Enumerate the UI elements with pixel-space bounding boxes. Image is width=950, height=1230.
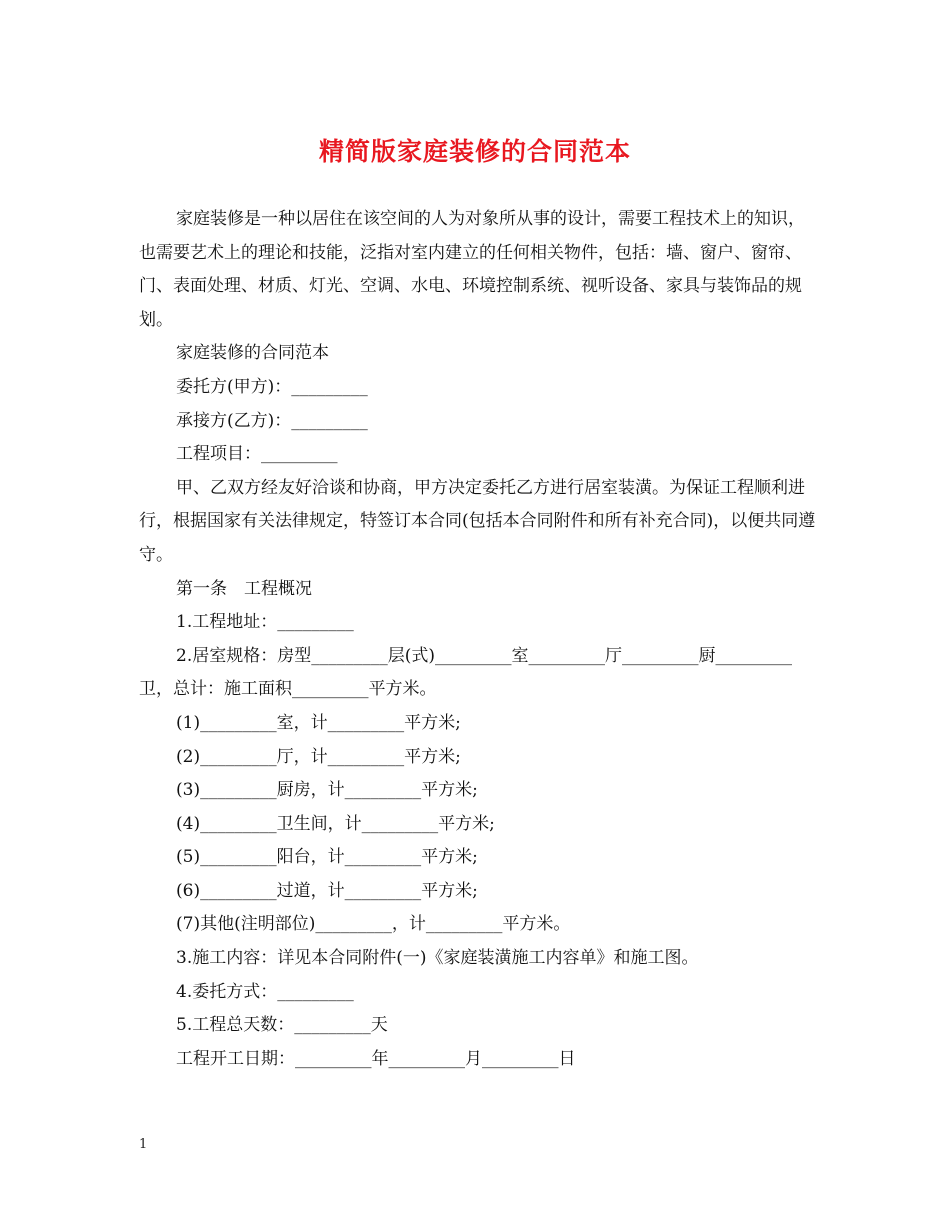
preamble-paragraph: 甲、乙双方经友好洽谈和协商，甲方决定委托乙方进行居室装潢。为保证工程顺利进行，根据国家有关法律规定，特签订本合同(包括本合同附件和所有补充合同)，以便共同遵守。 [139,477,816,565]
sub-item-4: (4)_________卫生间，计_________平方米; [176,813,495,834]
intro-paragraph: 家庭装修是一种以居住在该空间的人为对象所从事的设计，需要工程技术上的知识，也需要艺术上的理论和技能，泛指对室内建立的任何相关物件，包括：墙、窗户、窗帘、门、表面处理、材质、灯光、空调、水电、环境控制系统、视听设备、家具与装饰品的规划。 [139,209,805,330]
sub-item-3: (3)_________厨房，计_________平方米; [176,780,478,801]
document-body [139,203,819,1076]
page-number: 1 [139,1137,148,1152]
item-1-address: 1.工程地址：_________ [176,612,354,633]
party-b-line: 承接方(乙方)：_________ [176,410,368,431]
project-line: 工程项目：_________ [176,444,338,465]
sub-item-6: (6)_________过道，计_________平方米; [176,880,478,901]
contract-subtitle: 家庭装修的合同范本 [176,343,329,364]
start-date-line: 工程开工日期：_________年_________月_________日 [176,1048,576,1069]
item-5-total-days: 5.工程总天数：_________天 [176,1015,388,1036]
sub-item-7: (7)其他(注明部位)_________，计_________平方米。 [176,914,571,935]
sub-item-5: (5)_________阳台，计_________平方米; [176,847,478,868]
document-title: 精简版家庭装修的合同范本 [318,137,631,166]
item-4-method: 4.委托方式：_________ [176,981,354,1002]
article-1-heading: 第一条 工程概况 [176,578,312,599]
item-3-content: 3.施工内容：详见本合同附件(一)《家庭装潢施工内容单》和施工图。 [176,948,699,969]
party-a-line: 委托方(甲方)：_________ [176,376,368,397]
item-2-specification: 2.居室规格：房型_________层(式)_________室_________厅_________厨_________卫，总计：施工面积_________平方米。 [139,645,792,700]
sub-item-2: (2)_________厅，计_________平方米; [176,746,461,767]
sub-item-1: (1)_________室，计_________平方米; [176,712,461,733]
